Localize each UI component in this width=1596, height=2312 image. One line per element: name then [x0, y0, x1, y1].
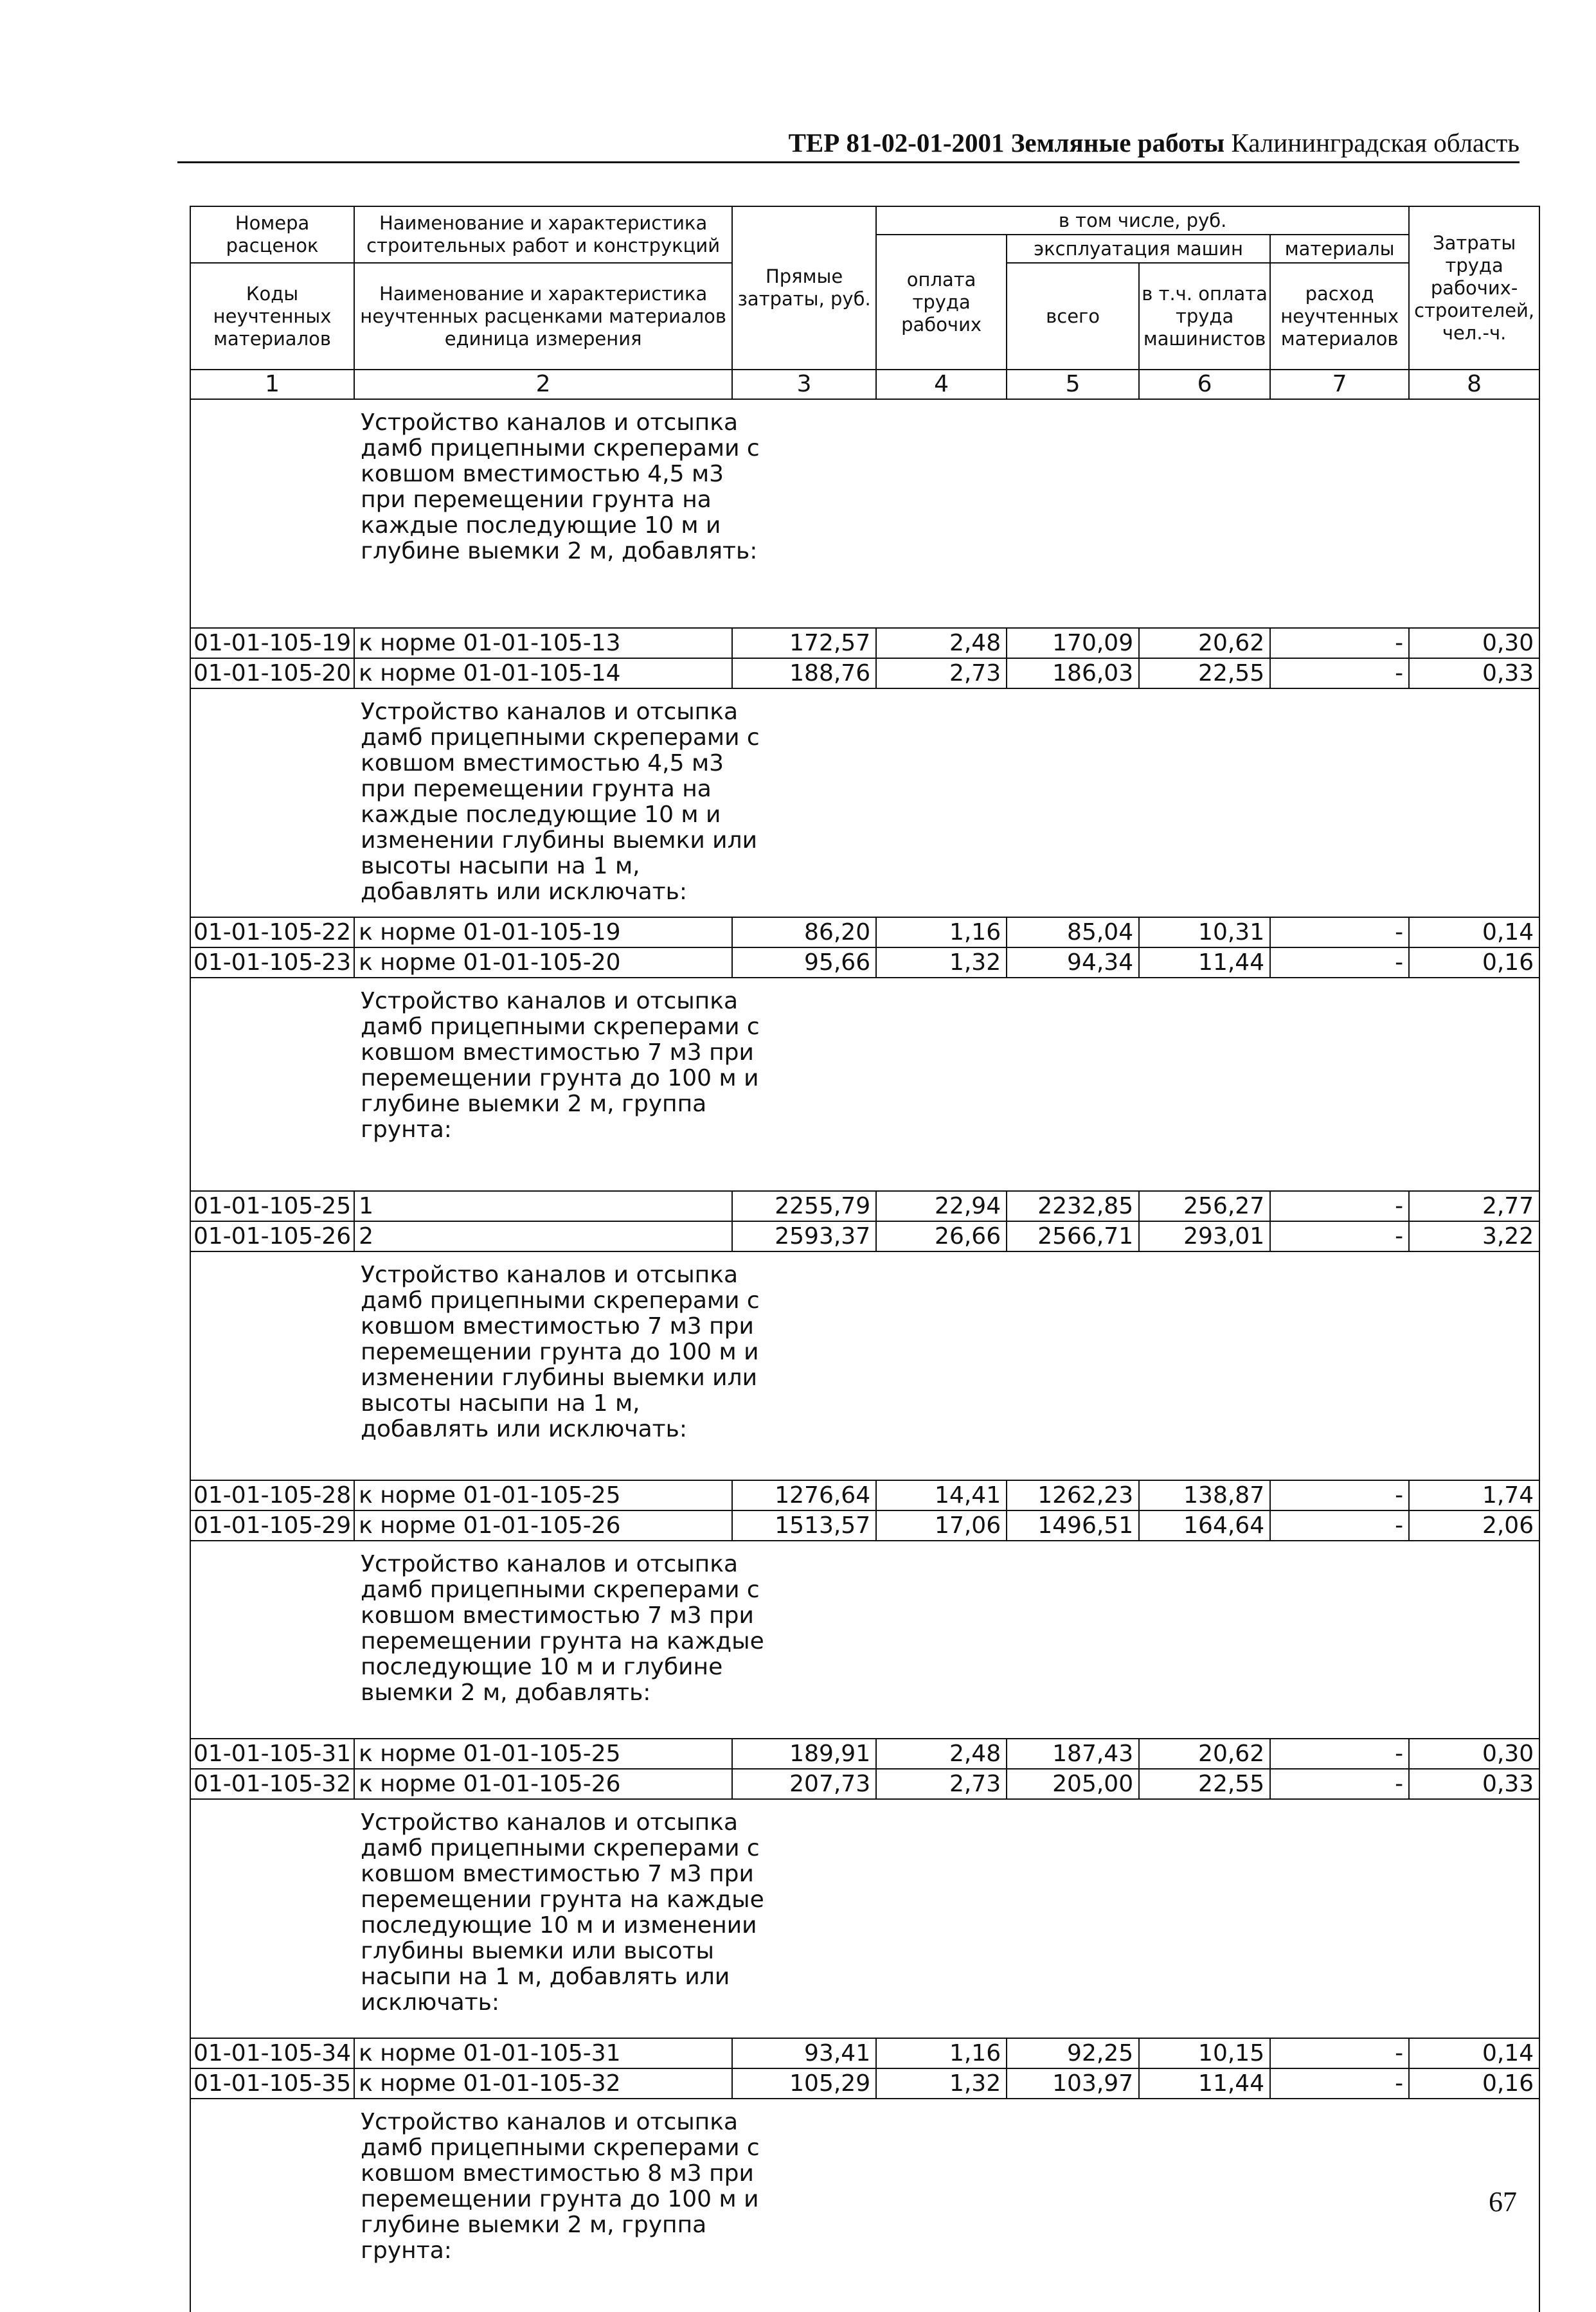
table-row	[190, 917, 1539, 947]
cell-direct: 2255,79	[732, 1191, 876, 1221]
cell-direct: 1276,64	[732, 1480, 876, 1510]
header-rule	[177, 161, 1520, 163]
table-row	[190, 658, 1539, 688]
group-description-line: ковшом вместимостью 7 м3 при	[361, 1602, 754, 1629]
group-heading-row	[190, 1251, 1539, 1480]
cell-labor: 0,30	[1409, 628, 1539, 658]
group-description-line: перемещении грунта на каждые	[361, 1886, 764, 1913]
cell-wages: 2,73	[876, 1769, 1007, 1799]
cell-mat: -	[1270, 2038, 1409, 2068]
group-description-line: глубине выемки 2 м, добавлять:	[361, 538, 758, 564]
cell-mach-wages: 10,15	[1139, 2038, 1270, 2068]
group-description-line: дамб прицепными скреперами с	[361, 435, 760, 462]
cell-labor: 3,22	[1409, 1221, 1539, 1251]
group-description-line: дамб прицепными скреперами с	[361, 1577, 760, 1603]
cell-mat: -	[1270, 917, 1409, 947]
rate-name: к норме 01-01-105-31	[354, 2038, 732, 2068]
rate-name: к норме 01-01-105-26	[354, 1769, 732, 1799]
rate-name: к норме 01-01-105-19	[354, 917, 732, 947]
column-number: 2	[354, 370, 732, 399]
header-section: Земляные работы	[1010, 128, 1225, 157]
column-number: 6	[1139, 370, 1270, 399]
rate-code: 01-01-105-32	[190, 1769, 354, 1799]
rate-name: 2	[354, 1221, 732, 1251]
header-rate-numbers: Номера расценок	[190, 206, 354, 263]
group-description-line: добавлять или исключать:	[361, 879, 687, 905]
page-header	[643, 126, 1520, 159]
group-code-cell	[190, 688, 354, 917]
group-description-line: Устройство каналов и отсыпка	[361, 2109, 739, 2135]
cell-labor: 0,14	[1409, 917, 1539, 947]
table-row	[190, 1221, 1539, 1251]
group-heading-row	[190, 978, 1539, 1191]
group-heading-row	[190, 1541, 1539, 1739]
cell-mach-wages: 10,31	[1139, 917, 1270, 947]
cell-mach: 2232,85	[1007, 1191, 1139, 1221]
group-description	[354, 1799, 1409, 2038]
header-region: Калининградская область	[1231, 128, 1520, 157]
column-number: 7	[1270, 370, 1409, 399]
group-description-line: каждые последующие 10 м и	[361, 802, 721, 828]
header-machine-total: всего	[1007, 263, 1139, 370]
group-description-line: ковшом вместимостью 7 м3 при	[361, 1313, 754, 1340]
cell-direct: 93,41	[732, 2038, 876, 2068]
rate-code: 01-01-105-20	[190, 658, 354, 688]
group-description-line: глубине выемки 2 м, группа	[361, 1091, 707, 1117]
rate-code: 01-01-105-23	[190, 947, 354, 978]
rate-code: 01-01-105-31	[190, 1739, 354, 1769]
rate-code: 01-01-105-29	[190, 1510, 354, 1541]
cell-direct: 86,20	[732, 917, 876, 947]
group-description-line: Устройство каналов и отсыпка	[361, 409, 739, 436]
cell-mach: 1496,51	[1007, 1510, 1139, 1541]
group-description-line: ковшом вместимостью 7 м3 при	[361, 1861, 754, 1887]
cell-labor: 0,16	[1409, 947, 1539, 978]
cell-labor: 0,33	[1409, 658, 1539, 688]
cell-mach: 2566,71	[1007, 1221, 1139, 1251]
group-description-line: каждые последующие 10 м и	[361, 512, 721, 539]
header-labor-costs: Затраты труда рабочих-строителей, чел.-ч.	[1409, 206, 1539, 370]
group-description-line: дамб прицепными скреперами с	[361, 1835, 760, 1861]
group-description-line: дамб прицепными скреперами с	[361, 2135, 760, 2161]
group-description-line: Устройство каналов и отсыпка	[361, 1809, 739, 1836]
rate-name: к норме 01-01-105-14	[354, 658, 732, 688]
group-description-line: добавлять или исключать:	[361, 1416, 687, 1442]
cell-wages: 1,32	[876, 2068, 1007, 2099]
group-end-cell	[1409, 978, 1539, 1191]
cell-mat: -	[1270, 2068, 1409, 2099]
table-row	[190, 1480, 1539, 1510]
cell-labor: 1,74	[1409, 1480, 1539, 1510]
column-number: 5	[1007, 370, 1139, 399]
group-description-line: дамб прицепными скреперами с	[361, 1014, 760, 1040]
cell-mach: 170,09	[1007, 628, 1139, 658]
group-description-line: при перемещении грунта на	[361, 776, 712, 802]
cell-wages: 14,41	[876, 1480, 1007, 1510]
group-description-line: грунта:	[361, 1116, 452, 1143]
group-code-cell	[190, 2099, 354, 2312]
group-description	[354, 399, 1409, 628]
cell-mach: 85,04	[1007, 917, 1139, 947]
cell-mach-wages: 293,01	[1139, 1221, 1270, 1251]
group-end-cell	[1409, 2099, 1539, 2312]
group-description-line: перемещении грунта до 100 м и	[361, 1065, 759, 1091]
header-including: в том числе, руб.	[876, 206, 1409, 235]
cell-wages: 1,32	[876, 947, 1007, 978]
group-end-cell	[1409, 688, 1539, 917]
header-material-codes: Коды неучтенных материалов	[190, 263, 354, 370]
table-row	[190, 1769, 1539, 1799]
group-description-line: высоты насыпи на 1 м,	[361, 1390, 640, 1417]
group-description-line: ковшом вместимостью 4,5 м3	[361, 750, 724, 776]
cell-mach: 94,34	[1007, 947, 1139, 978]
group-description-line: ковшом вместимостью 8 м3 при	[361, 2160, 754, 2187]
group-description-line: исключать:	[361, 1989, 500, 2016]
rate-code: 01-01-105-22	[190, 917, 354, 947]
group-code-cell	[190, 1799, 354, 2038]
cell-direct: 1513,57	[732, 1510, 876, 1541]
group-end-cell	[1409, 399, 1539, 628]
cell-mat: -	[1270, 1510, 1409, 1541]
cell-labor: 2,77	[1409, 1191, 1539, 1221]
rate-name: к норме 01-01-105-20	[354, 947, 732, 978]
rate-name: к норме 01-01-105-25	[354, 1739, 732, 1769]
cell-wages: 2,48	[876, 1739, 1007, 1769]
cell-wages: 17,06	[876, 1510, 1007, 1541]
group-description	[354, 1251, 1409, 1480]
cell-mach-wages: 11,44	[1139, 947, 1270, 978]
group-end-cell	[1409, 1799, 1539, 2038]
cell-wages: 26,66	[876, 1221, 1007, 1251]
cell-mat: -	[1270, 1221, 1409, 1251]
cell-direct: 105,29	[732, 2068, 876, 2099]
cell-mat: -	[1270, 1191, 1409, 1221]
table-row	[190, 628, 1539, 658]
cell-mach: 103,97	[1007, 2068, 1139, 2099]
cell-labor: 0,14	[1409, 2038, 1539, 2068]
column-number: 3	[732, 370, 876, 399]
rate-code: 01-01-105-34	[190, 2038, 354, 2068]
rate-name: к норме 01-01-105-25	[354, 1480, 732, 1510]
cell-direct: 207,73	[732, 1769, 876, 1799]
header-direct-costs: Прямые затраты, руб.	[732, 206, 876, 370]
group-description-line: Устройство каналов и отсыпка	[361, 1551, 739, 1577]
rate-code: 01-01-105-19	[190, 628, 354, 658]
group-description-line: ковшом вместимостью 7 м3 при	[361, 1039, 754, 1066]
rate-name: 1	[354, 1191, 732, 1221]
cell-mat: -	[1270, 1769, 1409, 1799]
table-row	[190, 2068, 1539, 2099]
group-description-line: изменении глубины выемки или	[361, 827, 757, 854]
group-description-line: грунта:	[361, 2237, 452, 2264]
group-description-line: перемещении грунта до 100 м и	[361, 2186, 759, 2212]
cell-direct: 95,66	[732, 947, 876, 978]
cell-mach: 187,43	[1007, 1739, 1139, 1769]
group-description-line: глубины выемки или высоты	[361, 1938, 714, 1964]
group-heading-row	[190, 399, 1539, 628]
group-description	[354, 978, 1409, 1191]
cell-mach-wages: 11,44	[1139, 2068, 1270, 2099]
page-number: 67	[1489, 2186, 1517, 2218]
cell-mat: -	[1270, 658, 1409, 688]
cell-mach-wages: 256,27	[1139, 1191, 1270, 1221]
table-row	[190, 947, 1539, 978]
table-row	[190, 2038, 1539, 2068]
group-description-line: перемещении грунта на каждые	[361, 1628, 764, 1654]
group-description-line: выемки 2 м, добавлять:	[361, 1680, 651, 1706]
header-machine-operation: эксплуатация машин	[1007, 235, 1270, 263]
group-description	[354, 688, 1409, 917]
group-description-line: изменении глубины выемки или	[361, 1365, 757, 1391]
cell-labor: 0,33	[1409, 1769, 1539, 1799]
group-description-line: ковшом вместимостью 4,5 м3	[361, 461, 724, 487]
cell-mat: -	[1270, 1480, 1409, 1510]
rate-code: 01-01-105-35	[190, 2068, 354, 2099]
group-code-cell	[190, 1251, 354, 1480]
cell-mach: 92,25	[1007, 2038, 1139, 2068]
column-number: 8	[1409, 370, 1539, 399]
rate-code: 01-01-105-25	[190, 1191, 354, 1221]
cell-wages: 1,16	[876, 917, 1007, 947]
header-material-consumption: расход неучтенных материалов	[1270, 263, 1409, 370]
table-row	[190, 1739, 1539, 1769]
cell-mach-wages: 20,62	[1139, 1739, 1270, 1769]
rate-name: к норме 01-01-105-26	[354, 1510, 732, 1541]
cell-direct: 189,91	[732, 1739, 876, 1769]
cell-mat: -	[1270, 628, 1409, 658]
group-heading-row	[190, 1799, 1539, 2038]
table-row	[190, 1191, 1539, 1221]
cell-labor: 0,30	[1409, 1739, 1539, 1769]
cell-mach: 186,03	[1007, 658, 1139, 688]
table-row	[190, 1510, 1539, 1541]
header-work-name: Наименование и характеристика строительных работ и конструкций	[354, 206, 732, 263]
group-description-line: Устройство каналов и отсыпка	[361, 1262, 739, 1288]
group-description	[354, 2099, 1409, 2312]
cell-mach-wages: 22,55	[1139, 1769, 1270, 1799]
header-code: ТЕР 81-02-01-2001	[788, 128, 1005, 157]
header-material-name: Наименование и характеристика неучтенных расценками материалов единица измерения	[354, 263, 732, 370]
group-description-line: насыпи на 1 м, добавлять или	[361, 1964, 730, 1990]
rates-table	[190, 206, 1540, 2312]
cell-direct: 172,57	[732, 628, 876, 658]
group-description-line: Устройство каналов и отсыпка	[361, 699, 739, 725]
cell-mat: -	[1270, 1739, 1409, 1769]
cell-wages: 22,94	[876, 1191, 1007, 1221]
rate-name: к норме 01-01-105-32	[354, 2068, 732, 2099]
cell-mat: -	[1270, 947, 1409, 978]
group-code-cell	[190, 1541, 354, 1739]
column-numbers-row	[190, 370, 1539, 399]
group-description-line: при перемещении грунта на	[361, 487, 712, 513]
column-number: 1	[190, 370, 354, 399]
group-description-line: последующие 10 м и глубине	[361, 1654, 723, 1680]
rate-name: к норме 01-01-105-13	[354, 628, 732, 658]
cell-direct: 188,76	[732, 658, 876, 688]
group-code-cell	[190, 978, 354, 1191]
header-operator-wages: в т.ч. оплата труда машинистов	[1139, 263, 1270, 370]
header-materials: материалы	[1270, 235, 1409, 263]
cell-mach-wages: 20,62	[1139, 628, 1270, 658]
cell-mach-wages: 138,87	[1139, 1480, 1270, 1510]
group-description-line: последующие 10 м и изменении	[361, 1912, 757, 1939]
group-heading-row	[190, 688, 1539, 917]
cell-mach: 205,00	[1007, 1769, 1139, 1799]
cell-direct: 2593,37	[732, 1221, 876, 1251]
rate-code: 01-01-105-26	[190, 1221, 354, 1251]
column-number: 4	[876, 370, 1007, 399]
cell-labor: 2,06	[1409, 1510, 1539, 1541]
group-heading-row	[190, 2099, 1539, 2312]
group-end-cell	[1409, 1541, 1539, 1739]
group-description-line: перемещении грунта до 100 м и	[361, 1339, 759, 1365]
group-description-line: Устройство каналов и отсыпка	[361, 988, 739, 1014]
cell-mach-wages: 22,55	[1139, 658, 1270, 688]
cell-wages: 1,16	[876, 2038, 1007, 2068]
group-description-line: дамб прицепными скреперами с	[361, 724, 760, 751]
group-description-line: глубине выемки 2 м, группа	[361, 2212, 707, 2238]
cell-labor: 0,16	[1409, 2068, 1539, 2099]
cell-wages: 2,48	[876, 628, 1007, 658]
group-description-line: дамб прицепными скреперами с	[361, 1287, 760, 1314]
group-end-cell	[1409, 1251, 1539, 1480]
group-code-cell	[190, 399, 354, 628]
group-description	[354, 1541, 1409, 1739]
cell-mach-wages: 164,64	[1139, 1510, 1270, 1541]
group-description-line: высоты насыпи на 1 м,	[361, 853, 640, 879]
cell-wages: 2,73	[876, 658, 1007, 688]
rate-code: 01-01-105-28	[190, 1480, 354, 1510]
header-workers-wages: оплата труда рабочих	[876, 235, 1007, 370]
cell-mach: 1262,23	[1007, 1480, 1139, 1510]
